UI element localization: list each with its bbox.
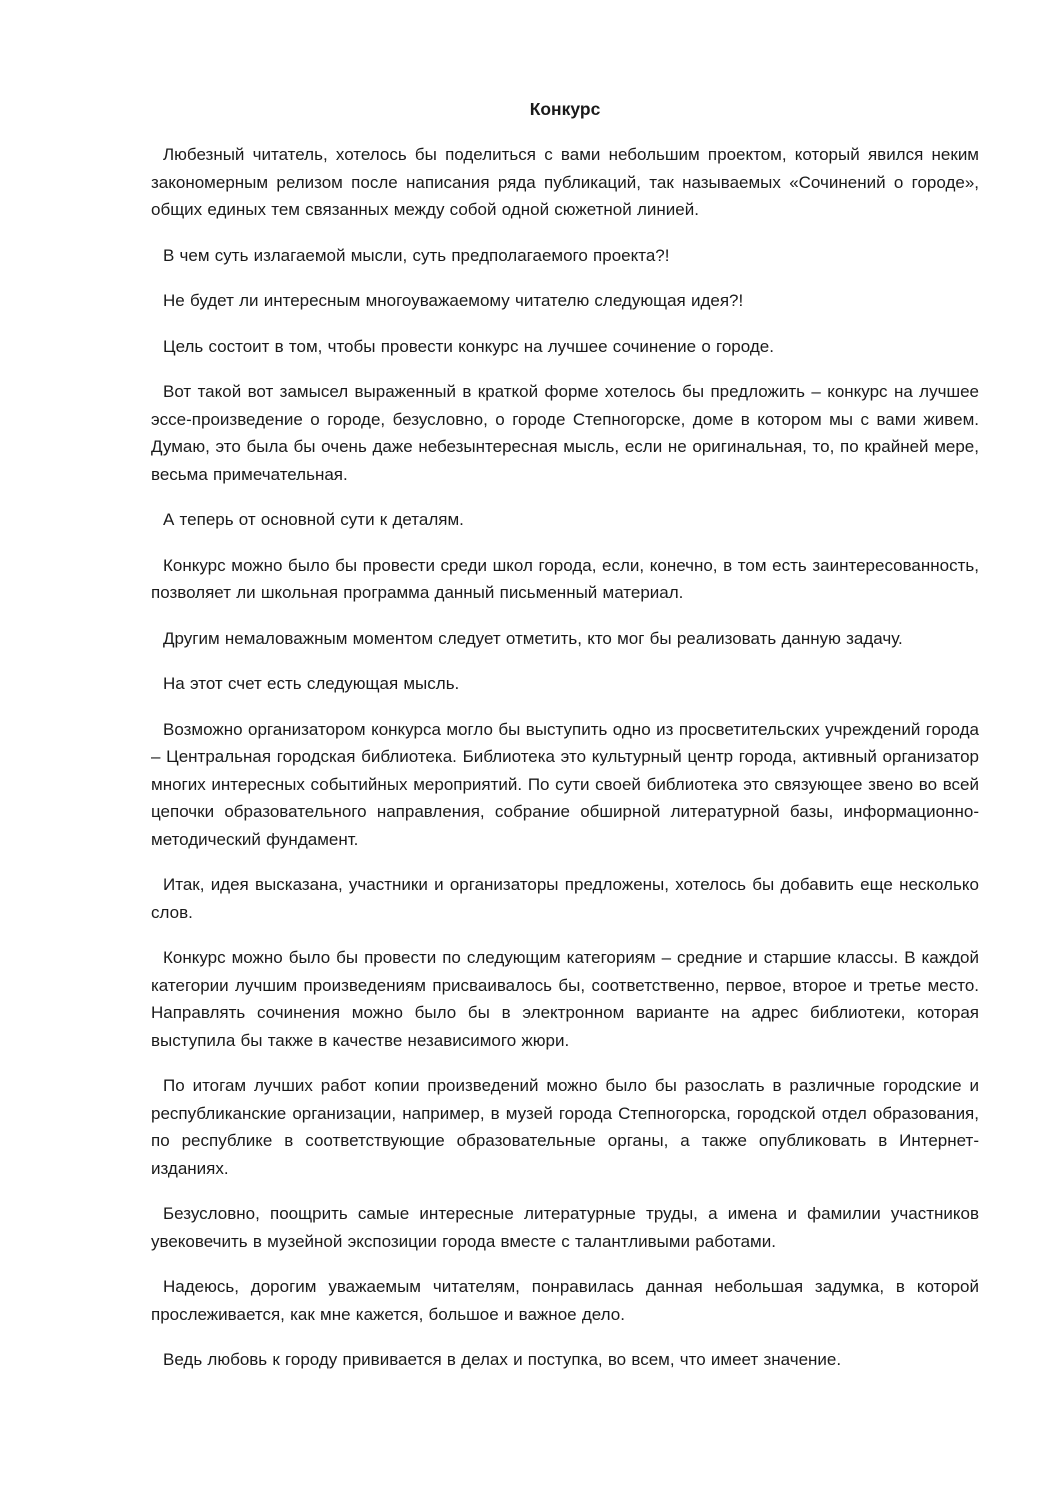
document-title: Конкурс [529, 99, 601, 119]
paragraph: Конкурс можно было бы провести среди школ города, если, конечно, в том есть заинтересованность, позволяет ли школьная программа данный письменный материал. [151, 555, 979, 602]
paragraph: В чем суть излагаемой мысли, суть предполагаемого проекта?! [163, 245, 670, 265]
paragraph: Не будет ли интересным многоуважаемому читателю следующая идея?! [163, 291, 744, 310]
paragraph: Возможно организатором конкурса могло бы выступить одно из просветительских учреждений города – Центральная городская библиотека. Библиотека это культурный центр города, активный организатор многих интересных событийных мероприятий. По сути своей библиотека это связующее звено во всей цепочки образовательного направления, собрание обширной литературной базы, информационно-методический фундамент. [151, 719, 979, 849]
paragraph: Безусловно, поощрить самые интересные литературные труды, а имена и фамилии участников увековечить в музейной экспозиции города вместе с талантливыми работами. [151, 1204, 979, 1251]
paragraph: Ведь любовь к городу прививается в делах и поступка, во всем, что имеет значение. [163, 1350, 842, 1369]
document-page [151, 96, 979, 1392]
paragraph: Любезный читатель, хотелось бы поделиться с вами небольшим проектом, который явился неким закономерным релизом после написания ряда публикаций, так называемых «Сочинений о городе», общих единых тем связанных между собой одной сюжетной линией. [151, 145, 979, 219]
paragraph: А теперь от основной сути к деталям. [163, 510, 464, 529]
paragraph: По итогам лучших работ копии произведений можно было бы разослать в различные городские и республиканские организации, например, в музей города Степногорска, городской отдел образования, по республике в соответствующие образовательные органы, а также опубликовать в Интернет-изданиях. [151, 1076, 979, 1178]
paragraph: Вот такой вот замысел выраженный в краткой форме хотелось бы предложить – конкурс на лучшее эссе-произведение о городе, безусловно, о городе Степногорске, доме в котором мы с вами живем. Думаю, это была бы очень даже небезынтересная мысль, если не оригинальная, то, по крайней мере, весьма примечательная. [151, 382, 979, 484]
paragraph: Цель состоит в том, чтобы провести конкурс на лучшее сочинение о городе. [163, 336, 774, 356]
paragraph: На этот счет есть следующая мысль. [163, 674, 460, 693]
paragraph: Надеюсь, дорогим уважаемым читателям, понравилась данная небольшая задумка, в которой прослеживается, как мне кажется, большое и важное дело. [151, 1277, 979, 1324]
paragraph: Другим немаловажным моментом следует отметить, кто мог бы реализовать данную задачу. [163, 628, 903, 648]
paragraph: Конкурс можно было бы провести по следующим категориям – средние и старшие классы. В каждой категории лучшим произведениям присваивалось бы, соответственно, первое, второе и третье место. Направлять сочинения можно было бы в электронном варианте на адрес библиотеки, которая выступила бы также в качестве независимого жюри. [151, 948, 979, 1050]
paragraph: Итак, идея высказана, участники и организаторы предложены, хотелось бы добавить еще несколько слов. [151, 875, 979, 922]
